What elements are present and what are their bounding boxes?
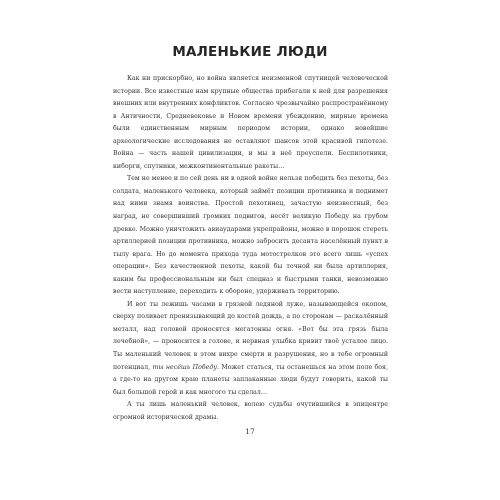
- paragraph-text: И вот ты лежишь часами в грязной ледяной луже, называющейся окопом, сверху поливает пронизывающий до костей дождь, а по сторонам — раскалённый металл, над головой проносятся мегатонны огня. «Вот бы эта грязь была лечебной», — проносится в голове, и нервная улыбка кривит твоё усталое лицо. Ты маленький человек в этом вихре смерти и разрушения, но в тебе огромный потенциал,: [113, 300, 388, 371]
- paragraph: [113, 399, 388, 424]
- paragraph-text: А ты лишь маленький человек, волею судьбы очутившийся в эпицентре огромной исторической драмы.: [113, 401, 388, 421]
- paragraph-text: . Может статься, ты останешься на этом поле боя, а где-то на другом краю планеты заплаканные люди будут говорить, какой ты был большой герой и как многого ты сделал…: [113, 363, 388, 396]
- paragraph-emphasis: ты несёшь Победу: [152, 363, 217, 371]
- body-text: [113, 73, 388, 424]
- paragraph: [113, 299, 388, 399]
- paragraph-text: Как ни прискорбно, но война является неизменной спутницей человеческой истории. Все известные нам крупные общества прибегали к ней для разрешения внешних или внутренних конфликтов. Согласно чрезвычайно распространённому в Античности, Средневековье и Новом времени убеждению, мирные времена были единственным мирным периодом истории, однако новейшие археологические исследования не оставляют шансов этой красивой гипотезе. Война — часть нашей цивилизации, и мы в неё преуспели. Беспилотники, киборги, спутники, межконтинентальные ракеты…: [113, 75, 388, 170]
- paragraph-text: Тем не менее и по сей день ни в одной войне нельзя победить без пехоты, без солдата, маленького человека, который займёт позиции противника и поднимет над ними знамя воинства. Простой пехотинец, зачастую неизвестный, без наград, не совершивший громких подвигов, несёт великую Победу на грубом древке. Можно уничтожить авиаударами укрепрайоны, можно в порошок стереть артиллерией позиции противника, можно забросить десанта населённый пункт в тылу врага. Но до момента прихода туда мотострелков это всего лишь «успех операции». Без качественной пехоты, какой бы точной ни была артиллерия, каким бы профессиональным ни был спецназ и быстрыми танки, невозможно вести наступление, переходить к обороне, удерживать территорию.: [113, 175, 388, 296]
- page-number: 17: [245, 427, 255, 436]
- paragraph: [113, 173, 388, 298]
- paragraph: [113, 73, 388, 173]
- chapter-title: МАЛЕНЬКИЕ ЛЮДИ: [172, 44, 328, 60]
